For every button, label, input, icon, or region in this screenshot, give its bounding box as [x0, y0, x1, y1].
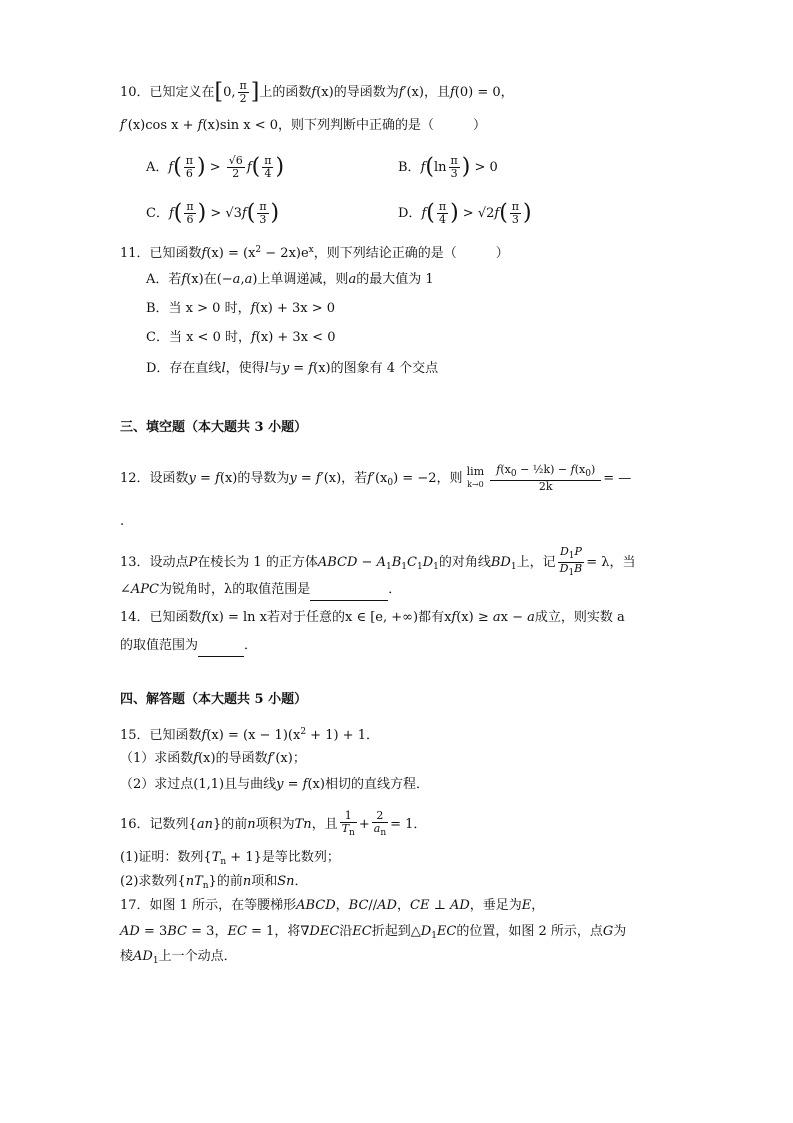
q16-line1: 16．记数列{an}的前n项积为Tn，且 $\frac{1}{T_n}$ + $\frac{2}{a_n}$ = 1． [120, 809, 427, 838]
q16-part2: (2)求数列$\{nT_n\}$的前n项和Sn． [120, 874, 308, 891]
q10-line2: f′(x)cos x + f(x)sin x < 0，则下列判断中正确的是（ ） [120, 118, 487, 133]
q11-option-b: B．当 x > 0 时，f(x) + 3x > 0 [146, 301, 336, 316]
q12-line: 12．设函数y = f(x)的导数为y = f′(x)，若$f'(x_0) = -2$，则 lim k→0 $\frac{f(x_0 - \frac{1}{2}k) - f(x_0)}{2k}$ = — [120, 463, 632, 493]
q12-trailing-dot: . [120, 514, 125, 529]
q16-part1: (1)证明：数列$\{T_n + 1\}$是等比数列； [120, 850, 340, 867]
q17-line1: 17．如图 1 所示，在等腰梯形ABCD，BC//AD，CE ⊥ AD，垂足为E， [120, 898, 545, 913]
q13-line1: 13．设动点P在棱长为 1 的正方体ABCD − $A_1B_1C_1D_1$的对角线$BD_1$上，记 $\frac{D_1P}{D_1B}$ = λ，当 [120, 545, 636, 578]
q11-line1: 11．已知函数$f(x) = (x^2 - 2x)e^x$，则下列结论正确的是（ ） [120, 245, 509, 261]
q17-line3: 棱$AD_1$上一个动点． [120, 949, 237, 966]
q10-option-a: A．f( $\frac{\pi}{6}$ ) > $\frac{√6}{2}$ f( $\frac{\pi}{4}$ ) [146, 154, 285, 180]
section-3-heading: 三、填空题（本大题共 3 小题） [120, 420, 308, 435]
section-4-heading: 四、解答题（本大题共 5 小题） [120, 692, 308, 707]
q10-option-c: C．f( $\frac{\pi}{6}$ ) > √3f( $\frac{\pi}{3}$ ) [146, 200, 280, 226]
q14-answer-blank[interactable] [198, 636, 244, 657]
q10-option-d: D．f( $\frac{\pi}{4}$ ) > √2f( $\frac{\pi}{3}$ ) [398, 200, 532, 226]
q10-option-b: B．f(ln $\frac{\pi}{3}$ ) > 0 [398, 154, 498, 180]
q17-line2: AD = 3BC = 3，EC = 1，将∇DEC沿EC折起到$\triangle D_1EC$的位置，如图 2 所示，点G为 [120, 924, 627, 941]
q11-option-d: D．存在直线l，使得l与y = f(x)的图象有 4 个交点 [146, 361, 439, 376]
q15-line1: 15．已知函数$f(x) = (x - 1)(x^2 + 1) + 1$． [120, 727, 379, 743]
q13-line2: ∠APC为锐角时，λ的取值范围是 ． [120, 580, 401, 601]
q13-answer-blank[interactable] [310, 580, 388, 601]
q14-line1: 14．已知函数f(x) = ln x若对于任意的x ∈ [e, +∞)都有xf(x) ≥ ax − a成立，则实数 a [120, 610, 625, 625]
q15-part1: （1）求函数f(x)的导函数f′(x)； [120, 751, 306, 766]
q11-option-a: A．若f(x)在(−a,a)上单调递减，则a的最大值为 1 [146, 272, 434, 287]
q10-line1: 10．已知定义在[0, $\frac{\pi}{2}$ ]上的函数f(x)的导函数为f′(x)，且f(0) = 0， [120, 79, 514, 105]
q11-option-c: C．当 x < 0 时，f(x) + 3x < 0 [146, 330, 336, 345]
q15-part2: （2）求过点(1,1)且与曲线y = f(x)相切的直线方程． [120, 777, 429, 792]
q14-line2: 的取值范围为 ． [120, 636, 257, 657]
